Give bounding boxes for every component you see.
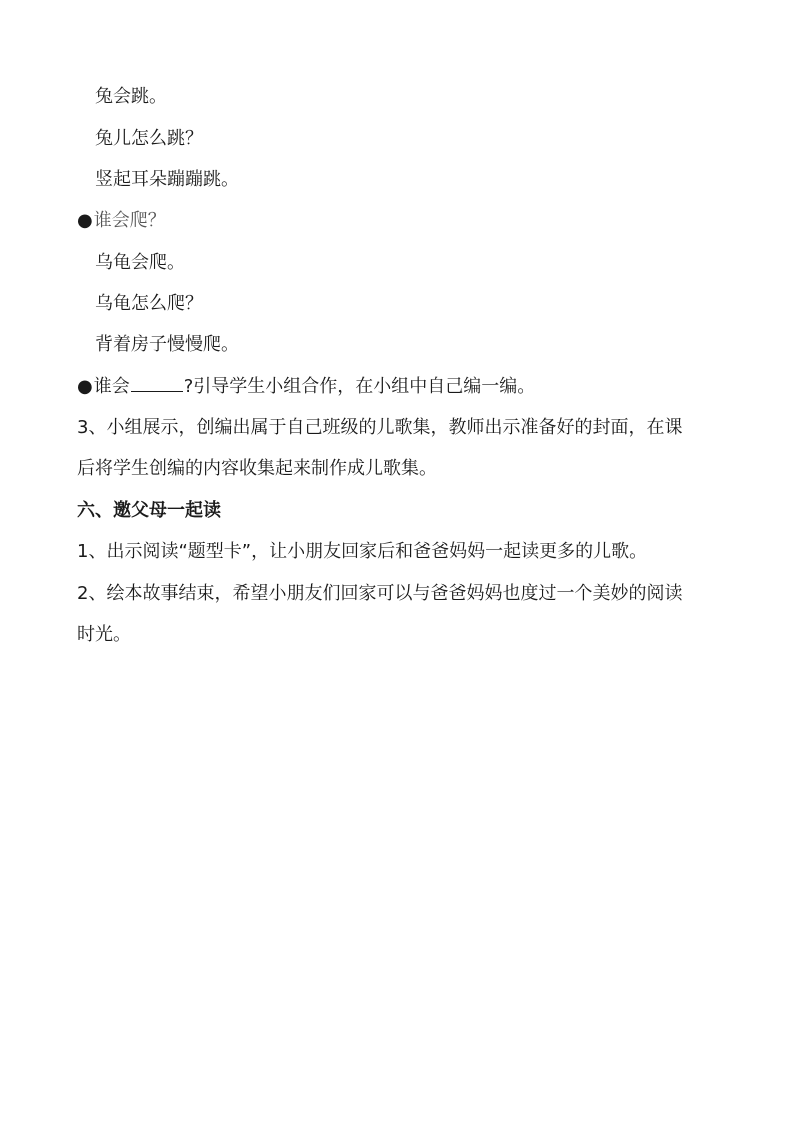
step3-line2: 后将学生创编的内容收集起来制作成儿歌集。 [77, 458, 437, 479]
section6-item1: 1、出示阅读“题型卡”，让小朋友回家后和爸爸妈妈一起读更多的儿歌。 [77, 541, 648, 562]
bullet-icon: ● [77, 376, 93, 397]
verse2-line3: 背着房子慢慢爬。 [95, 334, 239, 355]
verse1-line2: 兔儿怎么跳？ [95, 128, 203, 149]
verse2-question [77, 209, 717, 233]
fill-in-blank [131, 375, 183, 392]
verse2-line2: 乌龟怎么爬？ [95, 293, 203, 314]
section6-heading: 六、邀父母一起读 [77, 500, 221, 521]
verse3-line [77, 375, 717, 399]
verse3-suffix: ?引导学生小组合作，在小组中自己编一编。 [183, 376, 536, 397]
verse2-line1: 乌龟会爬。 [95, 252, 185, 273]
section6-item2-line1: 2、绘本故事结束，希望小朋友们回家可以与爸爸妈妈也度过一个美妙的阅读 [77, 583, 683, 604]
verse1-line1: 兔会跳。 [95, 86, 167, 107]
verse1-line3: 竖起耳朵蹦蹦跳。 [95, 169, 239, 190]
bullet-icon: ● [77, 210, 93, 231]
verse3-prefix: 谁会 [93, 376, 130, 397]
verse2-question-text: 谁会爬？ [93, 210, 166, 231]
section6-item2-line2: 时光。 [77, 624, 131, 645]
step3-line1: 3、小组展示，创编出属于自己班级的儿歌集，教师出示准备好的封面，在课 [77, 417, 683, 438]
